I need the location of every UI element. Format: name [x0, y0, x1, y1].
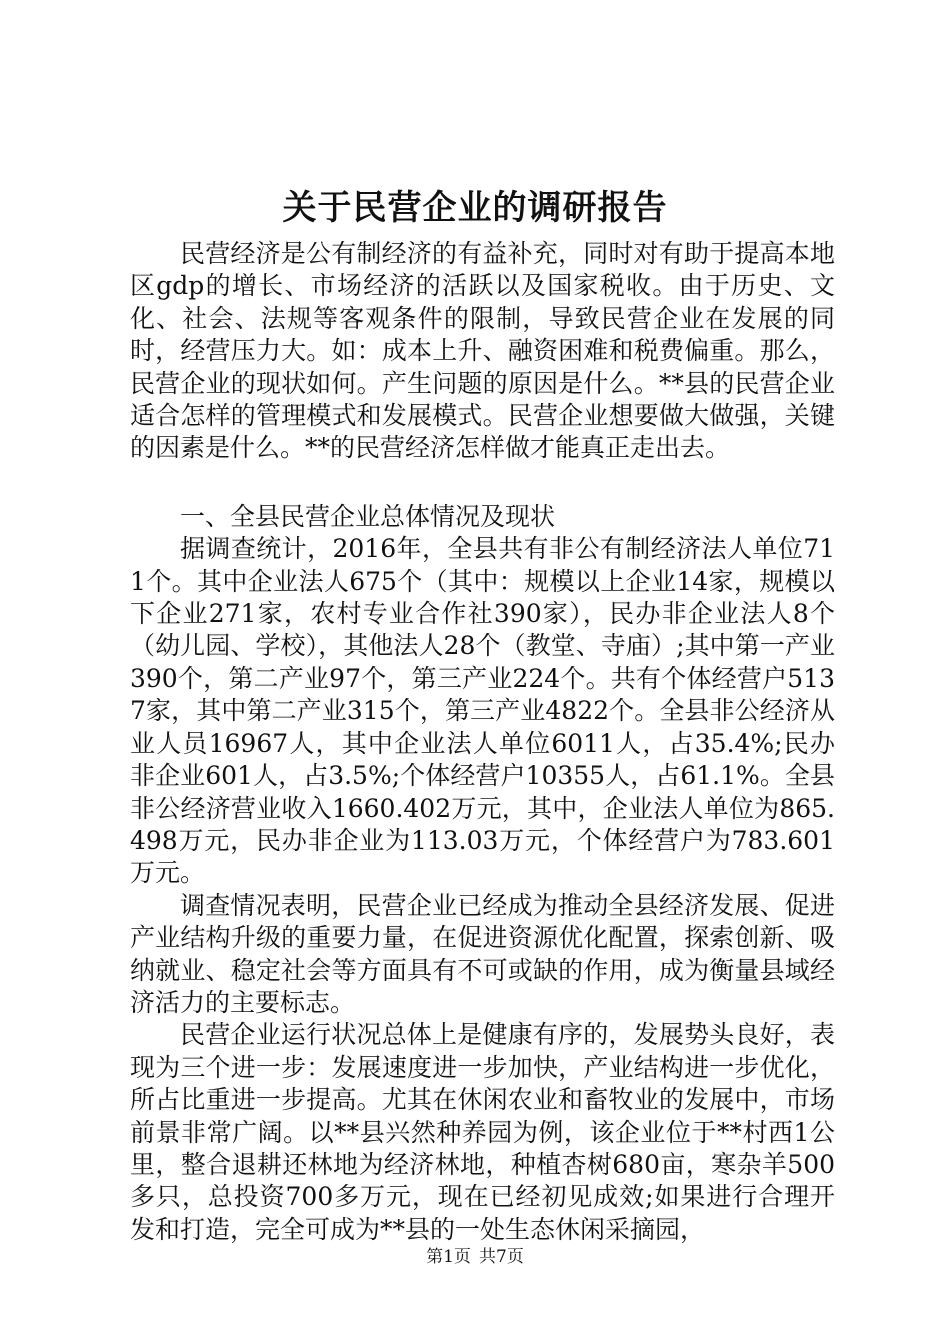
page-footer — [0, 1246, 950, 1268]
body-paragraph: 据调查统计，2016年，全县共有非公有制经济法人单位711个。其中企业法人675个（其中：规模以上企业14家，规模以下企业271家，农村专业合作社390家），民办非企业法人8个（幼儿园、学校），其他法人28个（教堂、寺庙）;其中第一产业390个，第二产业97个，第三产业224个。共有个体经营户5137家，其中第二产业315个，第三产业4822个。全县非公经济从业人员16967人，其中企业法人单位6011人，占35.4%;民办非企业601人，占3.5%;个体经营户10355人，占61.1%。全县非公经济营业收入1660.402万元，其中，企业法人单位为865.498万元，民办非企业为113.03万元，个体经营户为783.601万元。 — [130, 534, 835, 888]
body-paragraph: 民营企业运行状况总体上是健康有序的，发展势头良好，表现为三个进一步：发展速度进一步加快，产业结构进一步优化，所占比重进一步提高。尤其在休闲农业和畜牧业的发展中，市场前景非常广阔。以**县兴然种养园为例，该企业位于**村西1公里，整合退耕还林地为经济林地，种植杏树680亩，寒杂羊500多只，总投资700多万元，现在已经初见成效;如果进行合理开发和打造，完全可成为**县的一处生态休闲采摘园， — [130, 1020, 835, 1244]
page-total: 共7页 — [479, 1247, 524, 1267]
document-title: 关于民营企业的调研报告 — [282, 188, 668, 228]
section-heading: 一、全县民营企业总体情况及现状 — [180, 501, 556, 531]
page-number: 第1页 — [426, 1247, 471, 1267]
body-paragraph: 调查情况表明，民营企业已经成为推动全县经济发展、促进产业结构升级的重要力量，在促进资源优化配置，探索创新、吸纳就业、稳定社会等方面具有不可或缺的作用，成为衡量县域经济活力的主要标志。 — [130, 890, 835, 1017]
document-body — [130, 238, 835, 1246]
intro-paragraph: 民营经济是公有制经济的有益补充，同时对有助于提高本地区gdp的增长、市场经济的活跃以及国家税收。由于历史、文化、社会、法规等客观条件的限制，导致民营企业在发展的同时，经营压力大。如：成本上升、融资困难和税费偏重。那么，民营企业的现状如何。产生问题的原因是什么。**县的民营企业适合怎样的管理模式和发展模式。民营企业想要做大做强，关键的因素是什么。**的民营经济怎样做才能真正走出去。 — [130, 239, 835, 463]
